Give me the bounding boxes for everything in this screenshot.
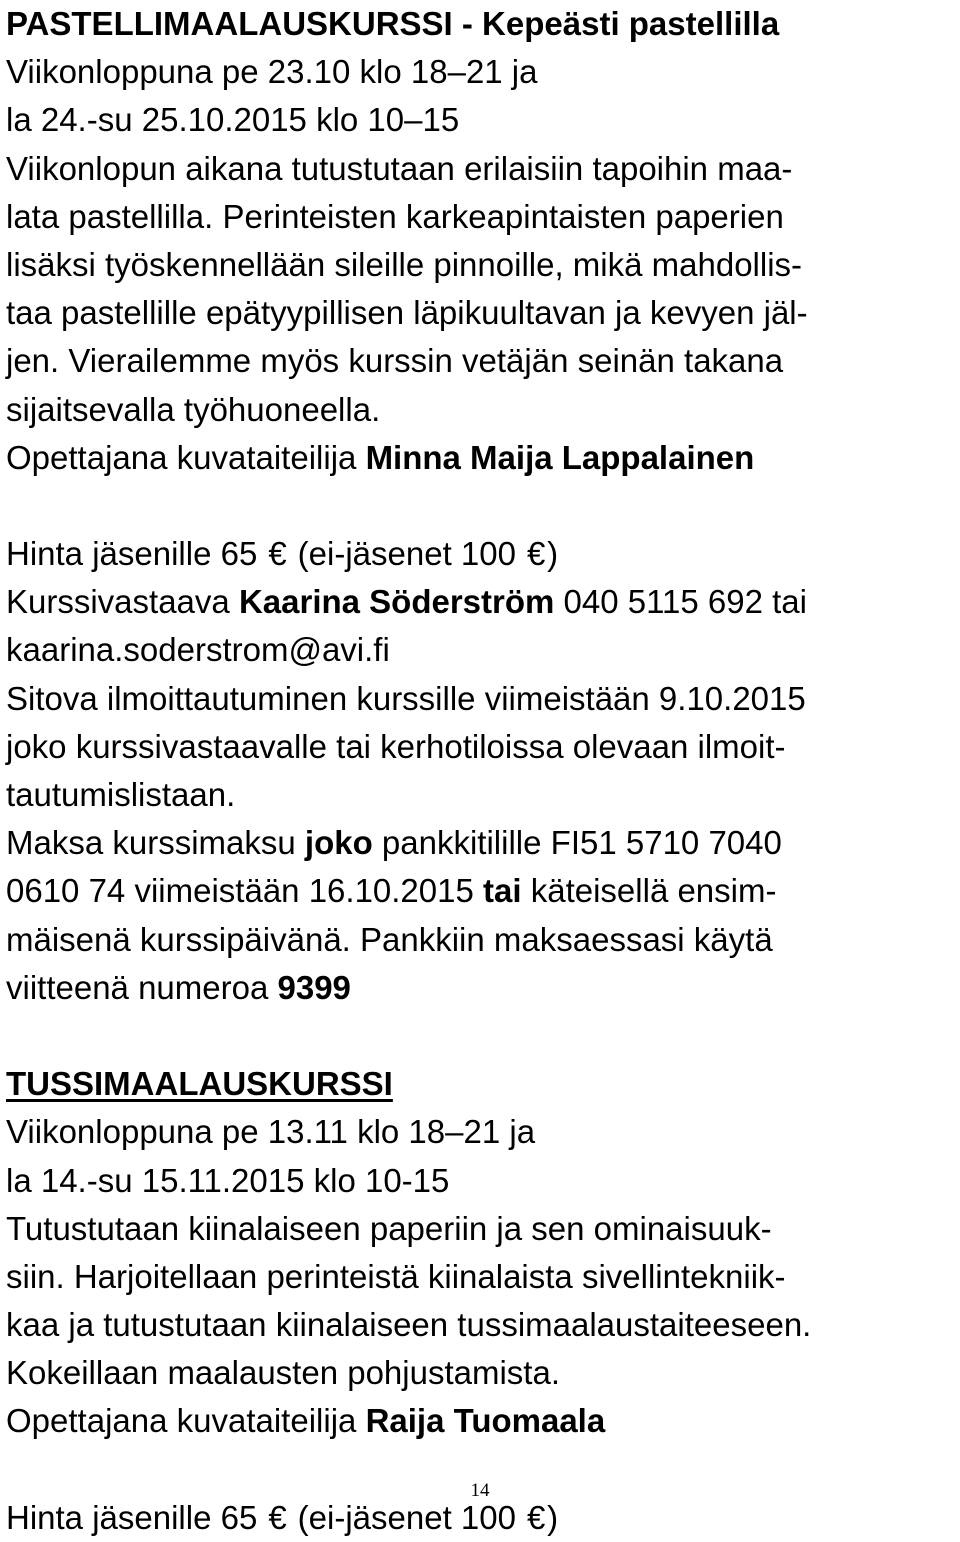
- date-line: la 14.-su 15.11.2015 klo 10-15: [6, 1161, 450, 1199]
- teacher-line: [6, 1397, 958, 1445]
- page-number: 14: [470, 1480, 490, 1501]
- teacher-prefix: Opettajana kuvataiteilija: [6, 1402, 366, 1440]
- euro-icon: €: [268, 535, 287, 573]
- registration-line: Sitova ilmoittautuminen kurssille viimeistään 9.10.2015: [6, 679, 806, 717]
- price-suffix: ): [547, 535, 559, 573]
- description-line: Tutustutaan kiinalaiseen paperiin ja sen ominaisuuk-: [6, 1209, 772, 1247]
- description-line: siin. Harjoitellaan perinteistä kiinalaista sivellintekniik-: [6, 1257, 786, 1295]
- description-line: taa pastellille epätyypillisen läpikuultavan ja kevyen jäl-: [6, 294, 808, 332]
- euro-icon: €: [268, 1498, 287, 1536]
- contact-phone: 040 5115 692 tai: [554, 583, 807, 621]
- course-title-text: TUSSIMAALAUSKURSSI: [6, 1065, 393, 1103]
- price-middle: (ei-jäsenet 100: [288, 535, 526, 573]
- description-line: Kokeillaan maalausten pohjustamista.: [6, 1354, 560, 1392]
- euro-icon: €: [526, 535, 546, 573]
- payment-text: viitteenä numeroa: [6, 968, 278, 1006]
- payment-text: Maksa kurssimaksu: [6, 824, 305, 862]
- course-pastel: [6, 0, 958, 1012]
- spacer: [6, 1012, 958, 1060]
- payment-text: käteisellä ensim-: [521, 872, 777, 910]
- contact-line: [6, 578, 958, 626]
- contact-email[interactable]: kaarina.soderstrom@avi.fi: [6, 631, 390, 669]
- date-line: la 24.-su 25.10.2015 klo 10–15: [6, 101, 460, 139]
- course-ink: [6, 1060, 958, 1542]
- contact-prefix: Kurssivastaava: [6, 583, 239, 621]
- payment-line: [6, 819, 958, 867]
- description-line: kaa ja tutustutaan kiinalaiseen tussimaalaustaiteeseen.: [6, 1306, 812, 1344]
- description-line: lata pastellilla. Perinteisten karkeapintaisten paperien: [6, 197, 784, 235]
- date-line: Viikonloppuna pe 23.10 klo 18–21 ja: [6, 53, 538, 91]
- registration-line: joko kurssivastaavalle tai kerhotiloissa olevaan ilmoit-: [6, 727, 786, 765]
- payment-line: mäisenä kurssipäivänä. Pankkiin maksaessasi käytä: [6, 920, 773, 958]
- description-line: sijaitsevalla työhuoneella.: [6, 390, 381, 428]
- teacher-prefix: Opettajana kuvataiteilija: [6, 438, 366, 476]
- contact-name: Kaarina Söderström: [238, 583, 555, 621]
- registration-line: tautumislistaan.: [6, 776, 236, 813]
- description-line: jen. Vierailemme myös kurssin vetäjän seinän takana: [6, 342, 784, 380]
- payment-emphasis: joko: [304, 824, 373, 862]
- payment-text: pankkitilille FI51 5710 7040: [372, 824, 782, 862]
- teacher-name: Raija Tuomaala: [365, 1402, 606, 1440]
- course-title: [6, 1060, 958, 1108]
- teacher-name: Minna Maija Lappalainen: [365, 438, 755, 476]
- payment-emphasis: tai: [483, 872, 522, 910]
- price-suffix: ): [547, 1498, 559, 1536]
- reference-number: 9399: [277, 968, 351, 1006]
- spacer: [6, 482, 958, 530]
- payment-line: [6, 964, 958, 1012]
- description-line: Viikonlopun aikana tutustutaan erilaisiin tapoihin maa-: [6, 149, 793, 187]
- description-line: lisäksi työskennellään sileille pinnoille, mikä mahdollis-: [6, 245, 803, 283]
- date-line: Viikonloppuna pe 13.11 klo 18–21 ja: [6, 1113, 536, 1151]
- payment-text: 0610 74 viimeistään 16.10.2015: [6, 872, 484, 910]
- euro-icon: €: [526, 1498, 546, 1536]
- course-title-text: PASTELLIMAALAUSKURSSI - Kepeästi pastellilla: [6, 5, 780, 42]
- payment-line: [6, 867, 958, 915]
- course-title: [6, 0, 958, 48]
- price-middle: (ei-jäsenet 100: [288, 1498, 526, 1536]
- teacher-line: [6, 434, 958, 482]
- price-prefix: Hinta jäsenille 65: [6, 1498, 267, 1536]
- price-prefix: Hinta jäsenille 65: [6, 535, 267, 573]
- document-page: [6, 0, 958, 1542]
- price-line: [6, 530, 958, 578]
